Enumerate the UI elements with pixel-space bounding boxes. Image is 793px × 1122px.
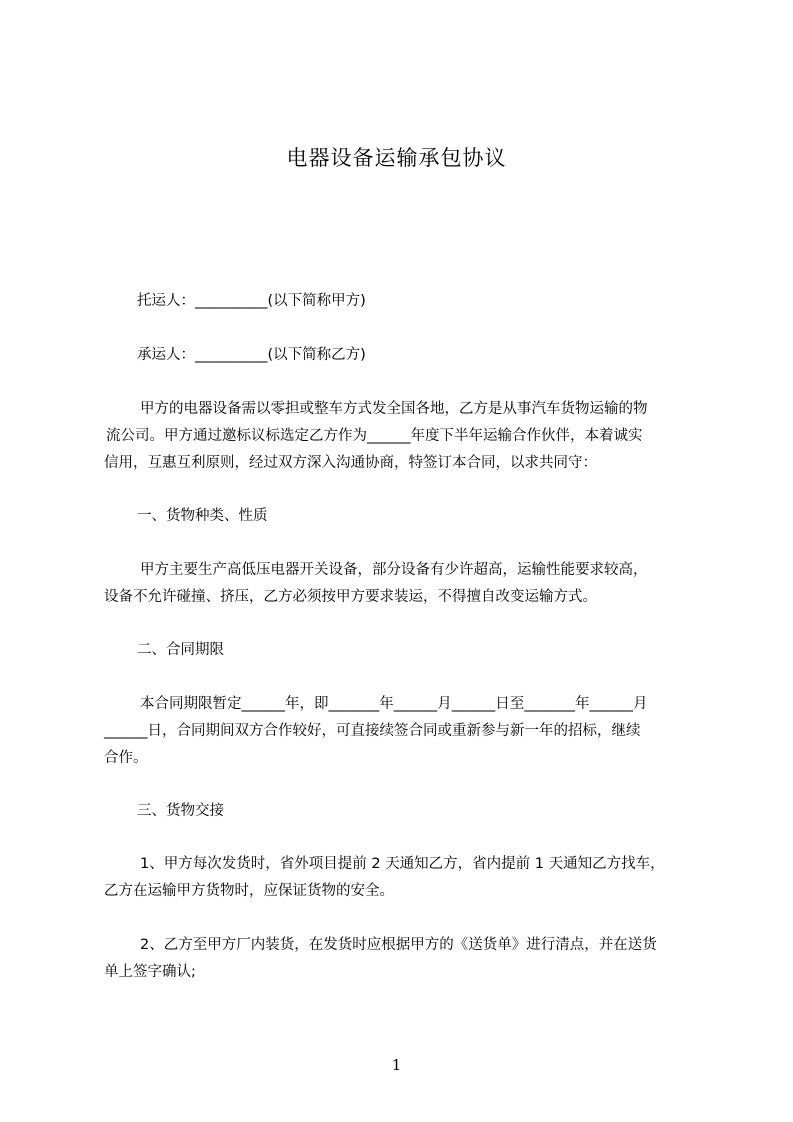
section-1-heading: 一、货物种类、性质 xyxy=(137,508,268,524)
consignor-line: 托运人：__________(以下简称甲方) xyxy=(137,293,366,309)
intro-line-1: 甲方的电器设备需以零担或整车方式发全国各地，乙方是从事汽车货物运输的物 xyxy=(140,401,648,417)
page-number: 1 xyxy=(391,1056,402,1074)
section-3-heading: 三、货物交接 xyxy=(137,803,224,819)
carrier-line: 承运人：__________(以下简称乙方) xyxy=(137,347,366,363)
section-3-item-1-line-2: 乙方在运输甲方货物时，应保证货物的安全。 xyxy=(104,883,394,899)
section-1-line-2: 设备不允许碰撞、挤压，乙方必须按甲方要求装运，不得擅自改变运输方式。 xyxy=(104,589,597,605)
document-title: 电器设备运输承包协议 xyxy=(286,146,507,170)
section-2-heading: 二、合同期限 xyxy=(137,642,224,658)
intro-line-3: 信用，互惠互利原则，经过双方深入沟通协商，特签订本合同，以求共同守： xyxy=(104,455,597,471)
section-2-line-3: 合作。 xyxy=(104,750,148,766)
section-3-item-2-line-1: 2、乙方至甲方厂内装货，在发货时应根据甲方的《送货单》进行清点，并在送货 xyxy=(140,937,657,953)
section-2-line-1: 本合同期限暂定______年，即_______年______月______日至_______年______月 xyxy=(140,696,648,712)
section-3-item-1-line-1: 1、甲方每次发货时，省外项目提前 2 天通知乙方，省内提前 1 天通知乙方找车， xyxy=(140,856,665,872)
intro-line-2: 流公司。甲方通过邀标议标选定乙方作为______年度下半年运输合作伙伴，本着诚实 xyxy=(106,428,643,444)
section-1-line-1: 甲方主要生产高低压电器开关设备，部分设备有少许超高，运输性能要求较高， xyxy=(140,562,648,578)
section-3-item-2-line-2: 单上签字确认; xyxy=(104,964,196,980)
section-2-line-2: ______日，合同期间双方合作较好，可直接续签合同或重新参与新一年的招标，继续 xyxy=(104,723,641,739)
